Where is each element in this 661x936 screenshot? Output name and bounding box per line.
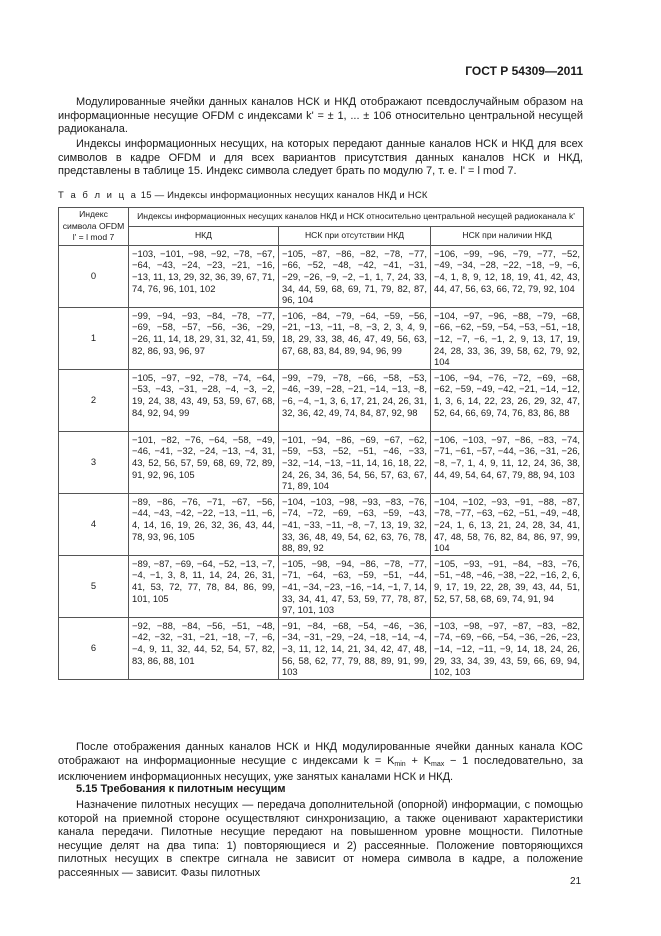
cell-nsk-with-nkd: −106, −103, −97, −86, −83, −74, −71, −61, −57, −44, −36, −31, −26, −8, −7, 1, 4, 9, 11, 12, 24, 36, 38, 44, 49, 54, 64, 67, 79, 88, 94, 103 [431,431,584,493]
table-row [59,307,584,369]
row-index: 5 [59,555,129,617]
cell-nsk-without-nkd: −99, −79, −78, −66, −58, −53, −46, −39, −28, −21, −14, −13, −8, −6, −4, −1, 3, 6, 17, 21, 24, 26, 31, 32, 36, 42, 49, 74, 84, 87, 92, 98 [279,369,431,431]
row-index: 0 [59,245,129,307]
p3-subscript-min: min [394,760,406,768]
cell-nsk-with-nkd: −104, −102, −93, −91, −88, −87, −78, −77, −63, −62, −51, −49, −48, −24, 1, 6, 13, 21, 24, 28, 34, 41, 47, 48, 58, 76, 82, 84, 86, 97, 99, 104 [431,493,584,555]
cell-nsk-without-nkd: −105, −98, −94, −86, −78, −77, −71, −64, −63, −59, −51, −44, −41, −34, −23, −16, −14, −1, 7, 14, 33, 34, 41, 47, 53, 59, 77, 78, 87, 97, 101, 103 [279,555,431,617]
row-index: 3 [59,431,129,493]
cell-nsk-with-nkd: −106, −99, −96, −79, −77, −52, −49, −34, −28, −22, −18, −9, −6, −4, 1, 8, 9, 12, 18, 19, 41, 42, 43, 44, 47, 56, 63, 66, 72, 79, 92, 104 [431,245,584,307]
paragraph-pilot-carriers: Назначение пилотных несущих — передача дополнительной (опорной) информации, с помощью которой на приемной стороне осуществляют синхронизацию, а также оценивают характеристики канала передачи. Пилотные несущие передают на повышенном уровне мощности. Пилотные несущие делят на два типа: 1) повторяющиеся и 2) рассеянные. Положение повторяющихся пилотных несущих в спектре сигнала не зависит от номера символа в кадре, а положение рассеянных — зависит. Фазы пилотных [58,799,583,879]
document-number: ГОСТ Р 54309—2011 [465,64,583,78]
table-row [59,245,584,307]
p3-text-c: − 1 последовательно, за исключением информационных несущих, уже занятых каналами НСК и НКД. [58,754,584,784]
cell-nkd: −89, −86, −76, −71, −67, −56, −44, −43, −42, −22, −13, −11, −6, 4, 14, 16, 19, 26, 32, 36, 43, 44, 78, 93, 96, 105 [129,493,279,555]
paragraph-kos-mapping [58,741,583,785]
cell-nkd: −103, −101, −98, −92, −78, −67, −64, −43, −24, −23, −21, −16, −13, 11, 13, 29, 32, 36, 39, 67, 71, 74, 76, 96, 101, 102 [129,245,279,307]
col-header-symbol-index: Индекс символа OFDM l' = l mod 7 [59,208,129,246]
p3-text-b: + K [405,754,431,767]
table-row [59,431,584,493]
row-index: 6 [59,617,129,679]
cell-nsk-with-nkd: −104, −97, −96, −88, −79, −68, −66, −62, −59, −54, −53, −51, −18, −12, −7, −6, −1, 2, 9, 13, 17, 19, 24, 28, 33, 36, 39, 58, 62, 79, 92, 104 [431,307,584,369]
p3-subscript-max: max [430,760,445,768]
p3-text-a: После отображения данных каналов НСК и НКД модулированные ячейки данных канала КОС отображают на информационные несущие с индексами k = K [58,741,583,767]
paragraph-indices: Индексы информационных несущих, на которых передают данные каналов НСК и НКД для всех символов в кадре OFDM и для всех вариантов присутствия данных каналов НСК и НКД, представлены в таблице 15. Индекс символа следует брать по модулю 7, т. е. l' = l mod 7. [58,138,583,178]
cell-nsk-without-nkd: −101, −94, −86, −69, −67, −62, −59, −53, −52, −51, −46, −33, −32, −14, −13, −11, 14, 16, 18, 22, 24, 26, 34, 36, 54, 56, 57, 63, 67, 71, 89, 104 [279,431,431,493]
cell-nkd: −101, −82, −76, −64, −58, −49, −46, −41, −32, −24, −13, −4, 31, 43, 52, 56, 57, 59, 68, 69, 72, 89, 91, 92, 96, 105 [129,431,279,493]
section-heading [76,783,286,795]
cell-nsk-without-nkd: −91, −84, −68, −54, −46, −36, −34, −31, −29, −24, −18, −14, −4, −3, 11, 12, 14, 21, 34, 42, 47, 48, 56, 58, 62, 77, 79, 88, 89, 91, 99, 103 [279,617,431,679]
table-caption-text: 15 — Индексы информационных несущих каналов НКД и НСК [140,190,428,201]
cell-nsk-with-nkd: −106, −94, −76, −72, −69, −68, −62, −59, −49, −42, −21, −14, −12, 1, 3, 6, 14, 22, 23, 26, 29, 32, 47, 52, 64, 66, 69, 74, 76, 83, 86, 88 [431,369,584,431]
table-caption-prefix: Т а б л и ц а [58,190,138,201]
cell-nsk-with-nkd: −105, −93, −91, −84, −83, −76, −51, −48, −46, −38, −22, −16, 2, 6, 9, 17, 19, 22, 28, 39, 43, 44, 51, 52, 57, 58, 68, 69, 74, 91, 94 [431,555,584,617]
row-index: 4 [59,493,129,555]
subheader-nkd: НКД [129,226,279,245]
cell-nsk-without-nkd: −106, −84, −79, −64, −59, −56, −21, −13, −11, −8, −3, 2, 3, 4, 9, 18, 29, 33, 38, 46, 47, 49, 56, 63, 67, 68, 83, 84, 89, 94, 96, 99 [279,307,431,369]
cell-nkd: −89, −87, −69, −64, −52, −13, −7, −4, −1, 3, 8, 11, 14, 24, 26, 31, 41, 53, 72, 77, 78, 84, 86, 99, 101, 105 [129,555,279,617]
table-row [59,555,584,617]
cell-nkd: −92, −88, −84, −56, −51, −48, −42, −32, −31, −21, −18, −7, −6, −4, 9, 11, 32, 44, 52, 54, 57, 82, 83, 86, 88, 101 [129,617,279,679]
row-index: 2 [59,369,129,431]
table-15 [58,207,584,680]
row-index: 1 [59,307,129,369]
cell-nkd: −105, −97, −92, −78, −74, −64, −53, −43, −31, −28, −4, −3, −2, 19, 24, 38, 43, 49, 53, 59, 67, 68, 84, 92, 94, 99 [129,369,279,431]
subheader-nsk-without-nkd: НСК при отсутствии НКД [279,226,431,245]
section-title: Требования к пилотным несущим [100,783,286,795]
table-row [59,493,584,555]
cell-nkd: −99, −94, −93, −84, −78, −77, −69, −58, −57, −56, −36, −29, −26, 11, 14, 18, 29, 31, 32, 41, 59, 82, 86, 93, 96, 97 [129,307,279,369]
table-caption [58,190,428,201]
group-header-indices: Индексы информационных несущих каналов НКД и НСК относительно центральной несущей радиоканала k' [129,208,584,227]
subheader-nsk-with-nkd: НСК при наличии НКД [431,226,584,245]
page-number: 21 [570,876,582,887]
section-number: 5.15 [76,783,98,795]
table-row [59,617,584,679]
cell-nsk-without-nkd: −104, −103, −98, −93, −83, −76, −74, −72, −69, −63, −59, −43, −41, −33, −11, −8, −7, 13, 19, 32, 33, 36, 48, 49, 54, 62, 63, 76, 78, 88, 89, 92 [279,493,431,555]
paragraph-mapping: Модулированные ячейки данных каналов НСК и НКД отображают псевдослучайным образом на информационные несущие OFDM с индексами k' = ± 1, ... ± 106 относительно центральной несущей радиоканала. [58,96,583,136]
table-row [59,369,584,431]
cell-nsk-with-nkd: −103, −98, −97, −87, −83, −82, −74, −69, −66, −54, −36, −26, −23, −14, −12, −11, −9, 14, 18, 24, 26, 29, 33, 34, 39, 43, 59, 66, 69, 94, 102, 103 [431,617,584,679]
cell-nsk-without-nkd: −105, −87, −86, −82, −78, −77, −66, −52, −48, −42, −41, −31, −29, −26, −9, −2, −1, 1, 7, 24, 33, 34, 44, 59, 68, 69, 71, 79, 82, 87, 96, 104 [279,245,431,307]
